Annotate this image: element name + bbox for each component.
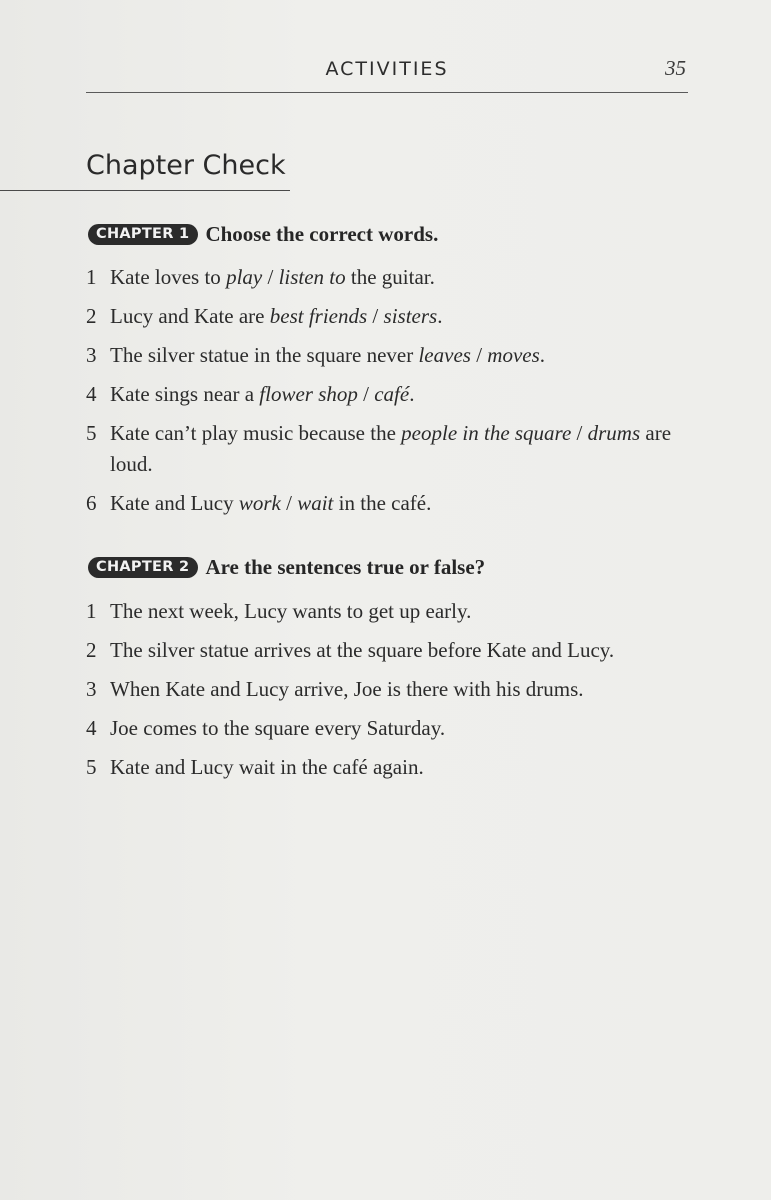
page-number: 35 [665, 56, 686, 80]
exercise-item [88, 262, 688, 293]
item-number: 5 [86, 755, 97, 779]
answer-option: drums [587, 421, 641, 445]
exercise-item [88, 635, 688, 666]
exercise-item [88, 340, 688, 371]
item-text: The next week, Lucy wants to get up early. [110, 599, 472, 623]
answer-option: wait [297, 491, 334, 515]
item-text: are loud. [110, 421, 672, 476]
item-number: 1 [86, 599, 97, 623]
item-number: 3 [86, 677, 97, 701]
answer-option: flower shop [259, 382, 358, 406]
item-text: the guitar. [345, 265, 435, 289]
answer-option: listen to [278, 265, 346, 289]
exercise-item [88, 713, 688, 744]
answer-option: moves [487, 343, 540, 367]
item-text: . [409, 382, 415, 406]
task-header [88, 219, 688, 249]
item-text: Kate and Lucy wait in the café again. [110, 755, 424, 779]
answer-option: café [374, 382, 410, 406]
answer-option: leaves [418, 343, 471, 367]
exercise-item [88, 674, 688, 705]
item-number: 4 [86, 716, 97, 740]
item-number: 2 [86, 638, 97, 662]
exercise-item [88, 596, 688, 627]
item-text: When Kate and Lucy arrive, Joe is there with his drums. [110, 677, 584, 701]
section-title: Chapter Check [86, 150, 286, 181]
answer-option: best friends [269, 304, 368, 328]
chapter-badge: CHAPTER 1 [88, 224, 198, 245]
exercise-item [88, 379, 688, 410]
answer-option: play [226, 265, 263, 289]
item-text: Kate can’t play music because the [110, 421, 402, 445]
item-text: Joe comes to the square every Saturday. [110, 716, 446, 740]
exercise-item [88, 301, 688, 332]
item-number: 6 [86, 491, 97, 515]
item-text: The silver statue arrives at the square before Kate and Lucy. [110, 638, 615, 662]
item-number: 5 [86, 421, 97, 445]
item-text: / [357, 382, 375, 406]
answer-option: sisters [383, 304, 438, 328]
answer-option: people in the square [401, 421, 572, 445]
item-list [88, 262, 688, 519]
item-text: / [280, 491, 298, 515]
chapter-badge: CHAPTER 2 [88, 557, 198, 578]
item-number: 2 [86, 304, 97, 328]
exercise-item [88, 418, 688, 480]
item-text: Kate and Lucy [110, 491, 239, 515]
section-title-underline [0, 190, 290, 191]
item-text: / [262, 265, 279, 289]
item-text: . [437, 304, 443, 328]
running-head [86, 56, 688, 93]
item-text: Lucy and Kate are [110, 304, 270, 328]
exercise-item [88, 488, 688, 519]
item-text: Kate sings near a [110, 382, 260, 406]
task-chapter-1 [88, 219, 688, 527]
task-instruction: Choose the correct words. [205, 221, 439, 246]
running-title: ACTIVITIES [325, 58, 449, 80]
item-text: The silver statue in the square never [110, 343, 419, 367]
task-instruction: Are the sentences true or false? [205, 554, 486, 579]
item-number: 3 [86, 343, 97, 367]
task-chapter-2 [88, 552, 688, 791]
item-number: 1 [86, 265, 97, 289]
exercise-item [88, 752, 688, 783]
task-header [88, 552, 688, 582]
item-text: in the café. [333, 491, 432, 515]
item-text: / [571, 421, 588, 445]
item-list [88, 596, 688, 783]
item-text: / [367, 304, 384, 328]
item-text: Kate loves to [110, 265, 227, 289]
answer-option: work [238, 491, 281, 515]
item-text: . [539, 343, 546, 367]
item-number: 4 [86, 382, 97, 406]
item-text: / [470, 343, 488, 367]
